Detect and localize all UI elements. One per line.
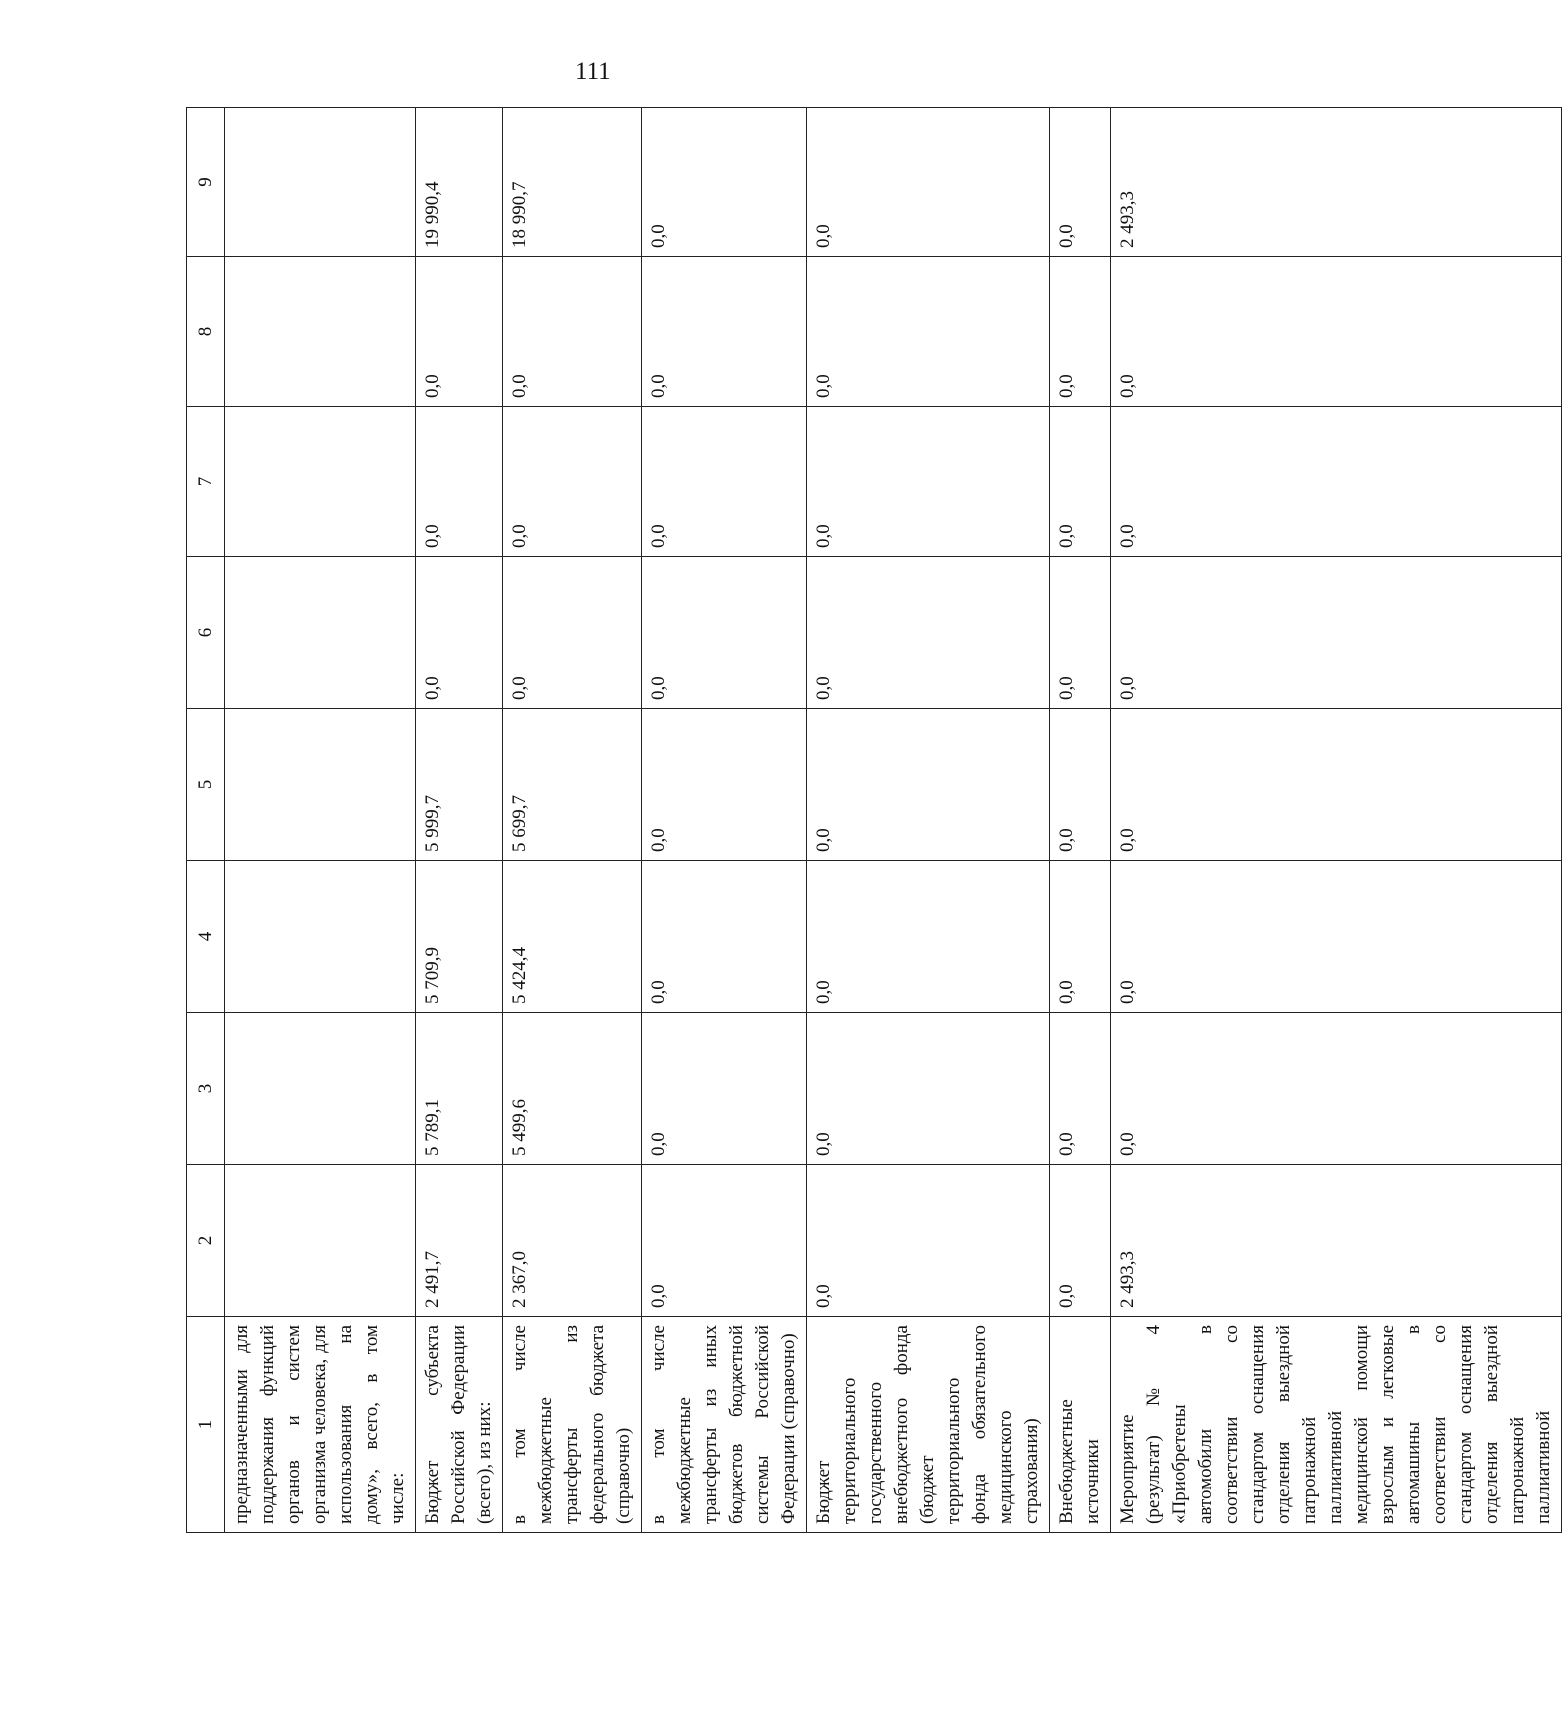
cell-value: 0,0 (1111, 257, 1562, 407)
header-row (187, 108, 225, 1533)
cell-value: 0,0 (807, 557, 1050, 709)
cell-value: 0,0 (1050, 709, 1111, 861)
table-row (1111, 108, 1562, 1533)
cell-value: 0,0 (807, 709, 1050, 861)
cell-value (225, 407, 416, 557)
cell-value: 0,0 (1111, 557, 1562, 709)
cell-value: 2 493,3 (1111, 108, 1562, 257)
cell-value: 19 990,4 (416, 108, 503, 257)
cell-value: 5 424,4 (503, 861, 642, 1013)
cell-value: 0,0 (416, 557, 503, 709)
cell-value: 0,0 (1050, 108, 1111, 257)
row-label: Внебюджетные источники (1050, 1317, 1111, 1533)
column-header: 4 (187, 861, 225, 1013)
cell-value: 0,0 (1111, 407, 1562, 557)
table-row (1050, 108, 1111, 1533)
cell-value: 5 499,6 (503, 1013, 642, 1165)
cell-value: 5 999,7 (416, 709, 503, 861)
budget-table (186, 107, 1562, 1533)
row-label: Мероприятие (результат) № 4 «Приобретены автомобили в соответствии со стандартом оснащения отделения выездной патронажной паллиативной медицинской помощи взрослым и легковые автомашины в соответствии со стандартом оснащения отделения выездной патронажной паллиативной (1111, 1317, 1562, 1533)
cell-value: 0,0 (416, 257, 503, 407)
cell-value: 0,0 (642, 108, 807, 257)
cell-value: 0,0 (503, 407, 642, 557)
cell-value: 2 491,7 (416, 1165, 503, 1317)
column-header: 6 (187, 557, 225, 709)
cell-value: 2 493,3 (1111, 1165, 1562, 1317)
column-header: 2 (187, 1165, 225, 1317)
cell-value (225, 557, 416, 709)
column-header: 3 (187, 1013, 225, 1165)
cell-value (225, 257, 416, 407)
cell-value: 0,0 (1111, 861, 1562, 1013)
table-row (416, 108, 503, 1533)
cell-value (225, 861, 416, 1013)
cell-value: 0,0 (1050, 1165, 1111, 1317)
cell-value: 0,0 (642, 407, 807, 557)
cell-value: 0,0 (807, 257, 1050, 407)
cell-value: 0,0 (642, 709, 807, 861)
cell-value (225, 108, 416, 257)
cell-value: 0,0 (1050, 557, 1111, 709)
cell-value (225, 1165, 416, 1317)
cell-value: 18 990,7 (503, 108, 642, 257)
budget-table-rotated (186, 108, 1554, 1533)
cell-value: 5 699,7 (503, 709, 642, 861)
row-label: Бюджет территориального государственного внебюджетного фонда (бюджет территориального фонда обязательного медицинского страхования) (807, 1317, 1050, 1533)
column-header: 1 (187, 1317, 225, 1533)
cell-value: 0,0 (1050, 407, 1111, 557)
cell-value: 2 367,0 (503, 1165, 642, 1317)
row-label: в том числе межбюджетные трансферты из федерального бюджета (справочно) (503, 1317, 642, 1533)
cell-value: 0,0 (1111, 709, 1562, 861)
cell-value: 0,0 (807, 1165, 1050, 1317)
cell-value (225, 1013, 416, 1165)
cell-value: 0,0 (807, 108, 1050, 257)
cell-value: 0,0 (642, 1165, 807, 1317)
cell-value: 0,0 (807, 407, 1050, 557)
row-label: Бюджет субъекта Российской Федерации (всего), из них: (416, 1317, 503, 1533)
cell-value: 0,0 (1111, 1013, 1562, 1165)
page-number: 111 (575, 58, 611, 85)
row-label: предназначенными для поддержания функций органов и систем организма человека, для использования на дому», всего, в том числе: (225, 1317, 416, 1533)
table-row (807, 108, 1050, 1533)
cell-value: 0,0 (1050, 1013, 1111, 1165)
cell-value: 0,0 (1050, 861, 1111, 1013)
cell-value: 0,0 (642, 1013, 807, 1165)
cell-value (225, 709, 416, 861)
cell-value: 0,0 (807, 1013, 1050, 1165)
cell-value: 5 789,1 (416, 1013, 503, 1165)
table-row (503, 108, 642, 1533)
cell-value: 0,0 (642, 257, 807, 407)
cell-value: 0,0 (503, 557, 642, 709)
cell-value: 0,0 (642, 557, 807, 709)
cell-value: 0,0 (807, 861, 1050, 1013)
column-header: 9 (187, 108, 225, 257)
column-header: 8 (187, 257, 225, 407)
cell-value: 5 709,9 (416, 861, 503, 1013)
row-label: в том числе межбюджетные трансферты из иных бюджетов бюджетной системы Российской Федерации (справочно) (642, 1317, 807, 1533)
cell-value: 0,0 (642, 861, 807, 1013)
cell-value: 0,0 (1050, 257, 1111, 407)
table-row (642, 108, 807, 1533)
cell-value: 0,0 (416, 407, 503, 557)
table-row (225, 108, 416, 1533)
cell-value: 0,0 (503, 257, 642, 407)
column-header: 5 (187, 709, 225, 861)
column-header: 7 (187, 407, 225, 557)
